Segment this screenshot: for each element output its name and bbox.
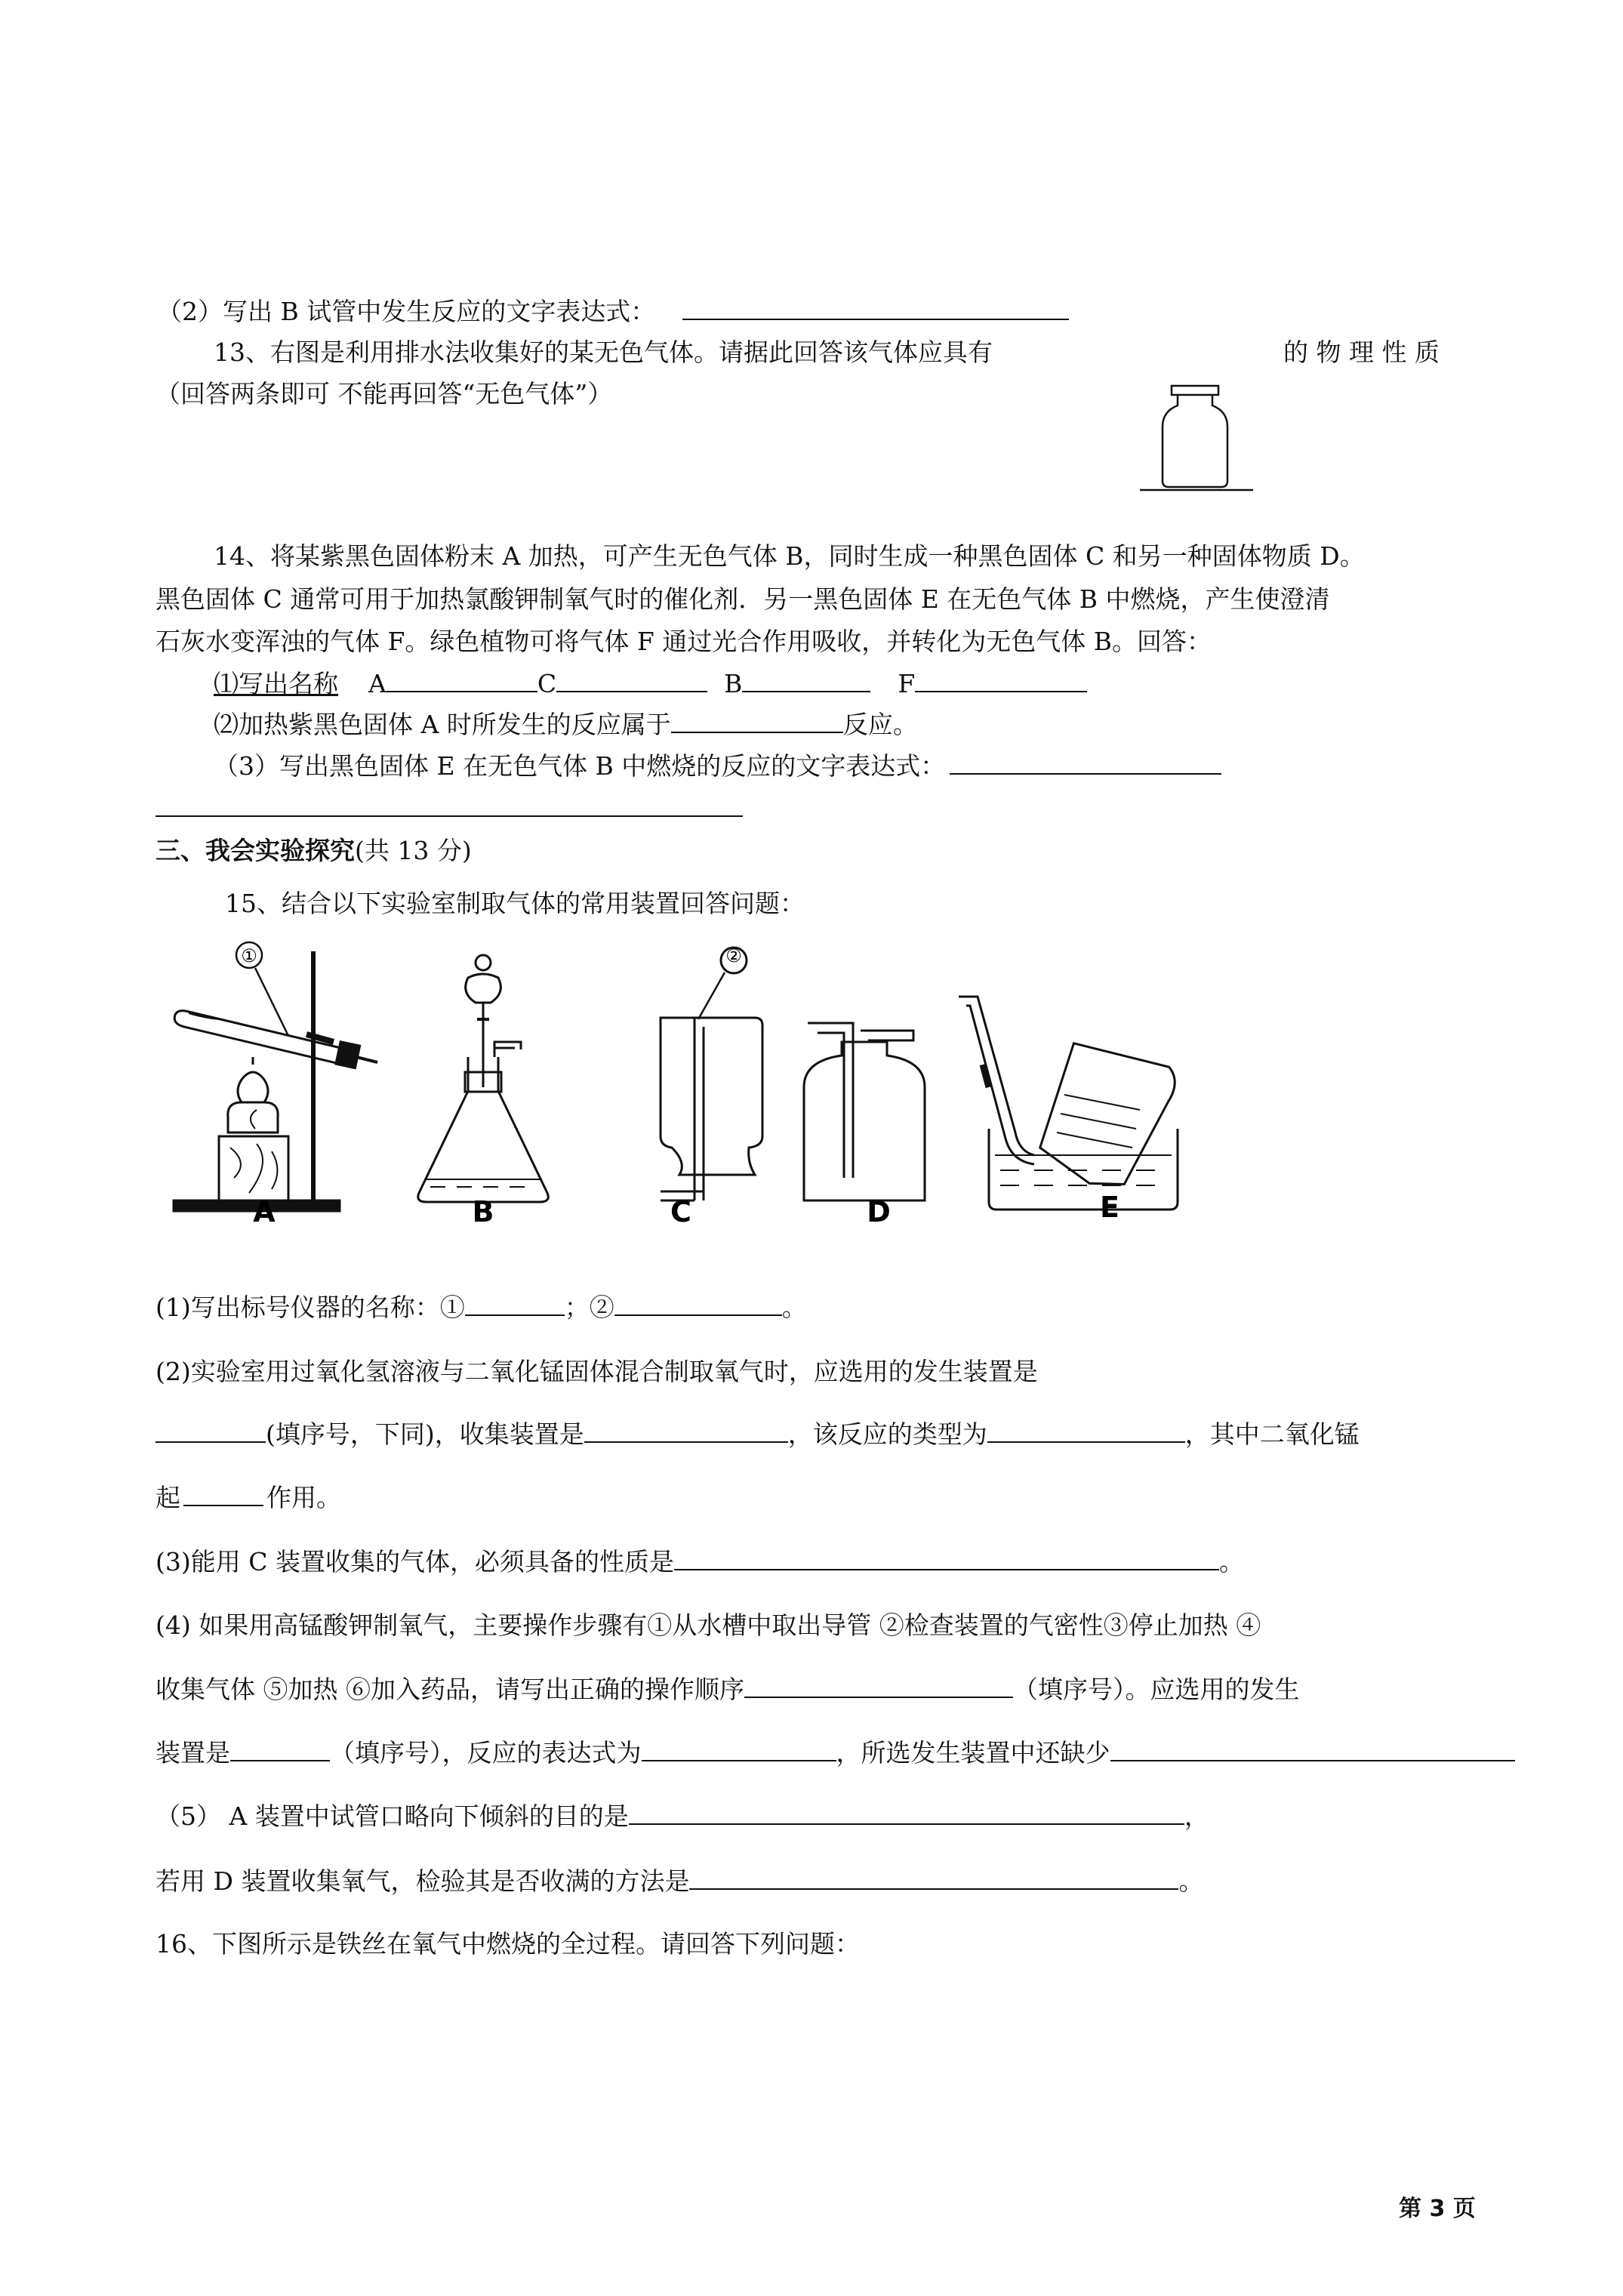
q15-s2-line3 xyxy=(156,1481,341,1515)
q12-part2 xyxy=(157,295,1069,328)
q15-s1-b: ；② xyxy=(564,1293,614,1322)
section3-title: 三、我会实验探究 xyxy=(156,836,355,865)
apparatus-d xyxy=(804,1023,925,1200)
q14-s2 xyxy=(214,708,918,741)
q14-label-b: B xyxy=(724,669,743,698)
answer-blank[interactable] xyxy=(671,709,843,733)
apparatus-c xyxy=(661,948,762,1200)
answer-line-continued[interactable] xyxy=(156,815,743,817)
q15-s4-l3a: 装置是 xyxy=(156,1738,230,1767)
answer-blank-role[interactable] xyxy=(183,1482,263,1506)
answer-blank-a[interactable] xyxy=(387,668,537,692)
q14-p3: 石灰水变浑浊的气体 F。绿色植物可将气体 F 通过光合作用吸收，并转化为无色气体 B。回答： xyxy=(156,627,1212,656)
answer-blank[interactable] xyxy=(950,750,1221,775)
q13-line1a: 13、右图是利用排水法收集好的某无色气体。请据此回答该气体应具有 xyxy=(214,337,993,367)
answer-blank-2[interactable] xyxy=(614,1292,782,1316)
marker-2: ② xyxy=(725,945,742,966)
answer-blank[interactable] xyxy=(682,296,1069,320)
q15-s2-l2b: ，该反应的类型为 xyxy=(787,1419,987,1449)
q14-s2-b: 反应。 xyxy=(842,710,918,739)
q15-s4-l2b: （填序号）。应选用的发生 xyxy=(1012,1675,1300,1704)
q14-p1: 14、将某紫黑色固体粉末 A 加热，可产生无色气体 B，同时生成一种黑色固体 C 和另一种固体物质 D。 xyxy=(214,541,1365,571)
q15-intro: 15、结合以下实验室制取气体的常用装置回答问题： xyxy=(225,889,805,918)
label-b: B xyxy=(472,1195,494,1223)
q15-s4-l3b: （填序号），反应的表达式为 xyxy=(330,1738,642,1767)
q15-s2-l3b: 作用。 xyxy=(266,1483,341,1512)
q14-label-a: A xyxy=(368,669,387,698)
q15-s5-l1a: （5） A 装置中试管口略向下倾斜的目的是 xyxy=(156,1801,629,1831)
q15-s5-l2a: 若用 D 装置收集氧气，检验其是否收满的方法是 xyxy=(156,1866,690,1896)
label-d: D xyxy=(867,1195,891,1223)
q13-line1b: 的 物 理 性 质 xyxy=(1283,337,1440,367)
label-c: C xyxy=(670,1195,691,1223)
answer-blank-check-full[interactable] xyxy=(689,1866,1178,1890)
q14-s2-a: ⑵加热紫黑色固体 A 时所发生的反应属于 xyxy=(214,710,671,739)
q15-s1 xyxy=(156,1291,807,1324)
apparatus-e xyxy=(959,997,1179,1210)
section3-heading xyxy=(156,834,472,868)
label-e: E xyxy=(1100,1191,1119,1223)
q15-s4-l2a: 收集气体 ⑤加热 ⑥加入药品，请写出正确的操作顺序 xyxy=(156,1675,744,1704)
q14-label-c: C xyxy=(537,669,557,698)
q15-s4-line2 xyxy=(156,1673,1299,1706)
page-number: 第 3 页 xyxy=(1399,2196,1476,2222)
apparatus-b xyxy=(418,955,549,1202)
answer-blank-b[interactable] xyxy=(742,668,870,692)
answer-blank-1[interactable] xyxy=(465,1292,565,1316)
q15-s2-l2c: ，其中二氧化锰 xyxy=(1184,1419,1360,1449)
q15-s4-line1: (4) 如果用高锰酸钾制氧气，主要操作步骤有①从水槽中取出导管 ②检查装置的气密性③停止加热 ④ xyxy=(156,1610,1261,1640)
answer-blank-device[interactable] xyxy=(230,1737,330,1761)
apparatus-a xyxy=(174,951,377,1211)
q15-s3-b: 。 xyxy=(1218,1547,1244,1576)
q15-s4-line3 xyxy=(156,1737,1515,1770)
q15-s2-line1: (2)实验室用过氧化氢溶液与二氧化锰固体混合制取氧气时，应选用的发生装置是 xyxy=(156,1357,1038,1386)
q15-s1-a: (1)写出标号仪器的名称：① xyxy=(156,1293,465,1322)
answer-blank-reaction-type[interactable] xyxy=(987,1419,1185,1443)
answer-blank-collector[interactable] xyxy=(584,1419,788,1443)
q15-s2-l2a: (填序号，下同)，收集装置是 xyxy=(266,1419,584,1449)
q14-label-f: F xyxy=(898,669,916,698)
label-a: A xyxy=(253,1195,276,1223)
answer-blank-order[interactable] xyxy=(744,1674,1013,1698)
answer-blank-expression[interactable] xyxy=(642,1737,836,1761)
q12-part2-text: （2）写出 B 试管中发生反应的文字表达式： xyxy=(157,297,656,326)
answer-blank-f[interactable] xyxy=(915,668,1087,692)
apparatus-figure xyxy=(159,936,1215,1223)
q15-s5-line1 xyxy=(156,1800,1209,1833)
q15-s4-l3c: ，所选发生装置中还缺少 xyxy=(836,1738,1110,1767)
q14-s1 xyxy=(214,667,1087,701)
q14-s3 xyxy=(214,750,1221,783)
q15-s3 xyxy=(156,1546,1244,1579)
q15-s3-a: (3)能用 C 装置收集的气体，必须具备的性质是 xyxy=(156,1547,674,1576)
q16-text: 16、下图所示是铁丝在氧气中燃烧的全过程。请回答下列问题： xyxy=(156,1929,860,1959)
q15-s1-c: 。 xyxy=(781,1293,807,1322)
q14-s3-text: （3）写出黑色固体 E 在无色气体 B 中燃烧的反应的文字表达式： xyxy=(214,751,946,781)
q14-p2: 黑色固体 C 通常可用于加热氯酸钾制氧气时的催化剂．另一黑色固体 E 在无色气体 B 中燃烧，产生使澄清 xyxy=(156,584,1330,614)
q13-line2: （回答两条即可 不能再回答“无色气体”） xyxy=(156,379,613,408)
answer-blank-missing[interactable] xyxy=(1110,1737,1515,1761)
q14-s1-prefix: ⑴写出名称 xyxy=(214,669,338,698)
gas-jar-figure xyxy=(1132,381,1261,495)
marker-1: ① xyxy=(241,945,257,966)
q15-s5-l2b: 。 xyxy=(1178,1866,1204,1896)
q15-s5-line2 xyxy=(156,1865,1203,1898)
q15-s5-l1b: ， xyxy=(1184,1801,1209,1831)
answer-blank-generator[interactable] xyxy=(156,1419,266,1443)
answer-blank-c[interactable] xyxy=(556,668,707,692)
section3-score: (共 13 分) xyxy=(355,836,472,865)
answer-blank-purpose[interactable] xyxy=(629,1801,1184,1825)
q15-s2-line2 xyxy=(156,1418,1360,1451)
q15-s2-l3a: 起 xyxy=(156,1483,180,1512)
answer-blank[interactable] xyxy=(674,1546,1219,1570)
